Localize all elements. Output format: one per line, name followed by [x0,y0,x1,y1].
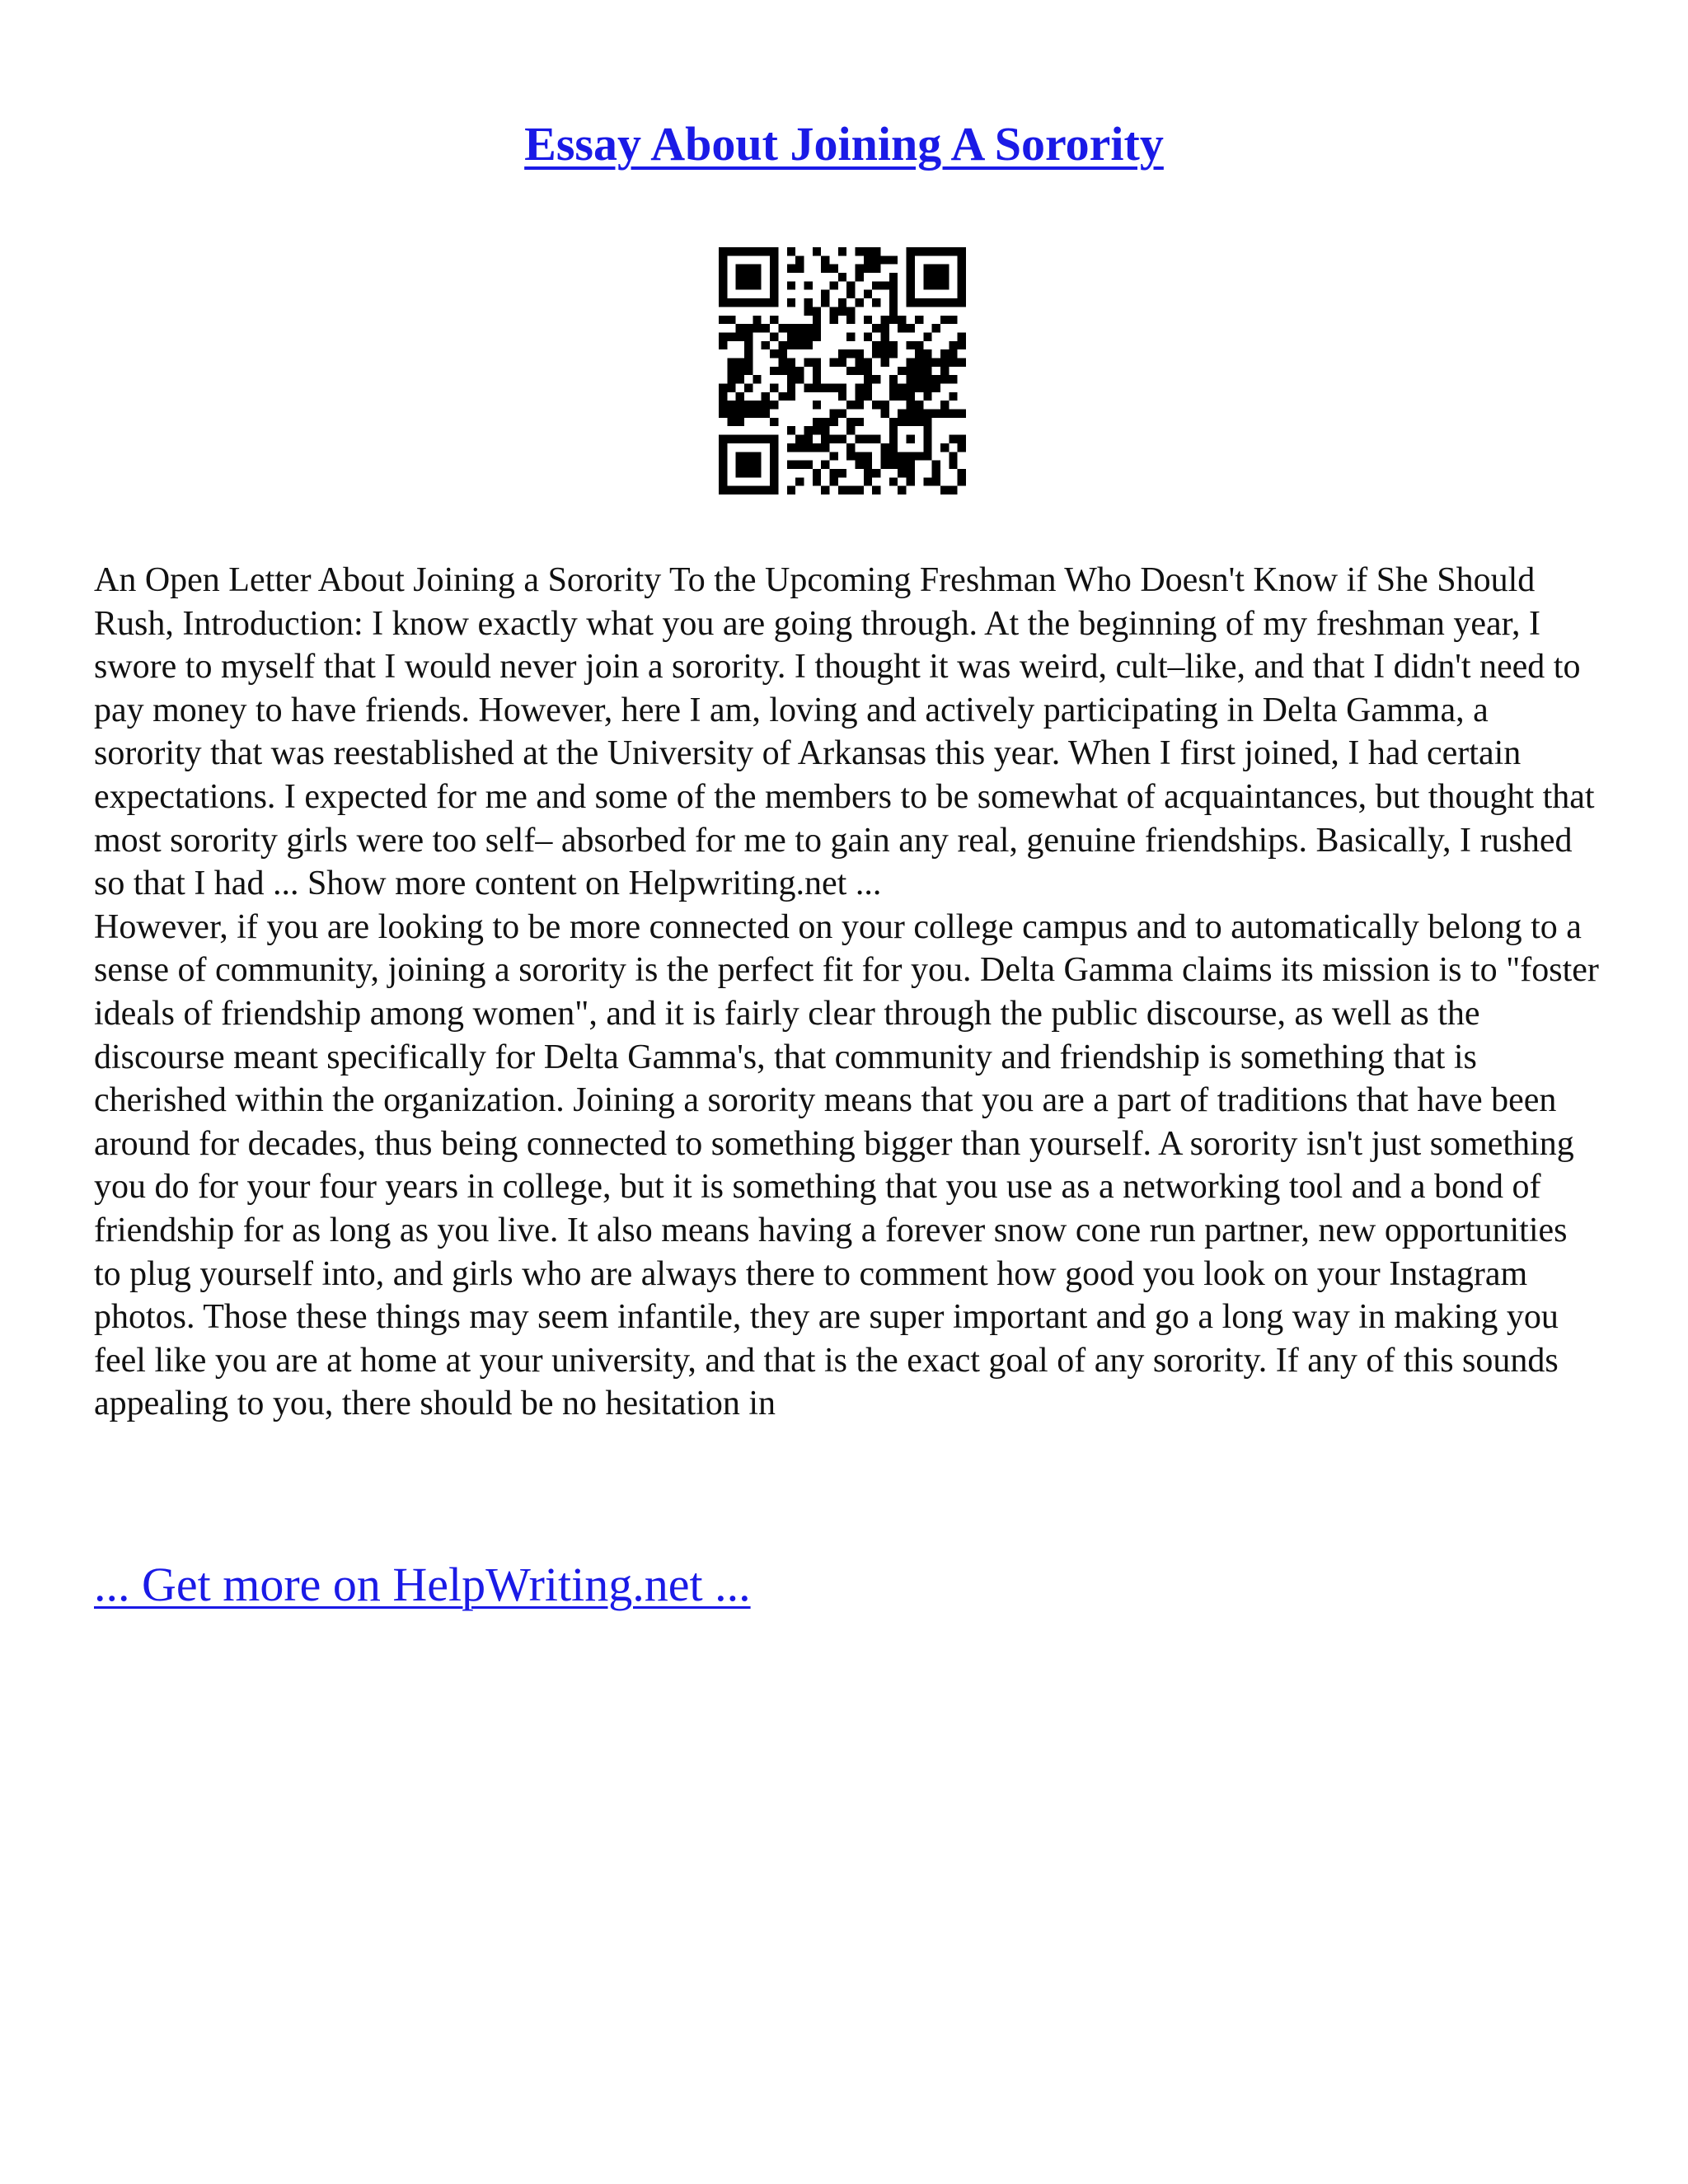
title-link[interactable]: Essay About Joining A Sorority [524,117,1164,171]
get-more-link[interactable]: ... Get more on HelpWriting.net ... [94,1558,751,1611]
essay-paragraph-2: However, if you are looking to be more connected on your college campus and to automatically belong to a sense of community, joining a sorority is the perfect fit for you. Delta Gamma claims its mission is to "foster ideals of friendship among women", and it is fairly clear through the public discourse, as well as the discourse meant specifically for Delta Gamma's, that community and friendship is something that is cherished within the organization. Joining a sorority means that you are a part of traditions that have been around for decades, thus being connected to something bigger than yourself. A sorority isn't just something you do for your four years in college, but it is something that you use as a networking tool and a bond of friendship for as long as you live. It also means having a forever snow cone run partner, new opportunities to plug yourself into, and girls who are always there to comment how good you look on your Instagram photos. Those these things may seem infantile, they are super important and go a long way in making you feel like you are at home at your university, and that is the exact goal of any sorority. If any of this sounds appealing to you, there should be no hesitation in [94,907,1599,1423]
essay-paragraph-1: An Open Letter About Joining a Sorority To the Upcoming Freshman Who Doesn't Know if She Should Rush, Introduction: I know exactly what you are going through. At the beginning of my freshman year, I swore to myself that I would never join a sorority. I thought it was weird, cult–like, and that I didn't need to pay money to have friends. However, here I am, loving and actively participating in Delta Gamma, a sorority that was reestablished at the University of Arkansas this year. When I first joined, I had certain expectations. I expected for me and some of the members to be somewhat of acquaintances, but thought that most sorority girls were too self– absorbed for me to gain any real, genuine friendships. Basically, I rushed so that I had ... Show more content on Helpwriting.net ... [94,561,1595,903]
page-title [0,115,1688,173]
essay-body [94,559,1602,1426]
get-more-section [94,1556,751,1614]
qr-code-icon [719,247,966,494]
